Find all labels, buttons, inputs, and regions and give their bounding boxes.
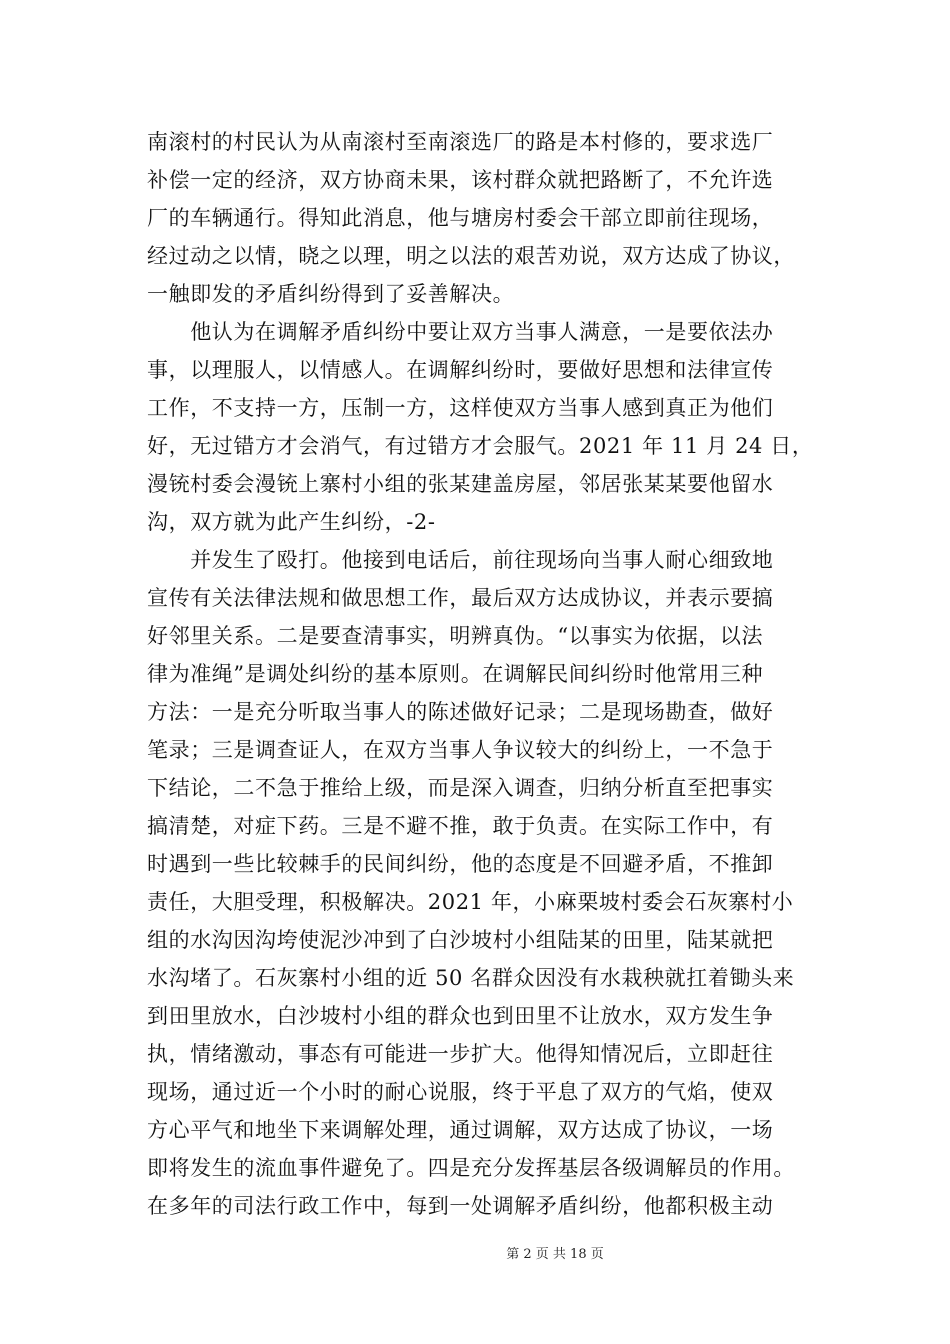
page-footer: 第 2 页 共 18 页: [506, 1247, 604, 1262]
text-line: 漫铳村委会漫铳上寨村小组的张某建盖房屋，邻居张某某要他留水: [147, 472, 774, 496]
text-line: 补偿一定的经济，双方协商未果，该村群众就把路断了，不允许选: [147, 168, 774, 192]
text-line: 好邻里关系。二是要查清事实，明辨真伪。“以事实为依据，以法: [147, 624, 764, 648]
text-line: 沟，双方就为此产生纠纷，-2-: [147, 510, 436, 534]
text-line: 现场，通过近一个小时的耐心说服，终于平息了双方的气焰，使双: [147, 1080, 774, 1104]
text-line: 工作，不支持一方，压制一方，这样使双方当事人感到真正为他们: [147, 396, 774, 420]
text-line: 他认为在调解矛盾纠纷中要让双方当事人满意，一是要依法办: [147, 320, 774, 344]
text-line: 并发生了殴打。他接到电话后，前往现场向当事人耐心细致地: [147, 548, 774, 572]
text-line: 笔录；三是调查证人，在双方当事人争议较大的纠纷上，一不急于: [147, 738, 774, 762]
text-line: 事，以理服人，以情感人。在调解纠纷时，要做好思想和法律宣传: [147, 358, 774, 382]
text-line: 责任，大胆受理，积极解决。2021 年，小麻栗坡村委会石灰寨村小: [147, 890, 794, 914]
text-line: 执，情绪激动，事态有可能进一步扩大。他得知情况后，立即赶往: [147, 1042, 774, 1066]
text-line: 南滚村的村民认为从南滚村至南滚选厂的路是本村修的，要求选厂: [147, 130, 774, 154]
text-line: 厂的车辆通行。得知此消息，他与塘房村委会干部立即前往现场，: [147, 206, 774, 230]
text-line: 下结论，二不急于推给上级，而是深入调查，归纳分析直至把事实: [147, 776, 774, 800]
text-line: 经过动之以情，晓之以理，明之以法的艰苦劝说，双方达成了协议，: [147, 244, 795, 268]
text-line: 一触即发的矛盾纠纷得到了妥善解决。: [147, 282, 515, 306]
text-line: 搞清楚，对症下药。三是不避不推，敢于负责。在实际工作中，有: [147, 814, 774, 838]
text-line: 到田里放水，白沙坡村小组的群众也到田里不让放水，双方发生争: [147, 1004, 774, 1028]
text-line: 水沟堵了。石灰寨村小组的近 50 名群众因没有水栽秧就扛着锄头来: [147, 966, 795, 990]
text-line: 即将发生的流血事件避免了。四是充分发挥基层各级调解员的作用。: [147, 1156, 795, 1180]
text-line: 好，无过错方才会消气，有过错方才会服气。2021 年 11 月 24 日，: [147, 434, 814, 458]
text-line: 方心平气和地坐下来调解处理，通过调解，双方达成了协议，一场: [147, 1118, 774, 1142]
text-line: 组的水沟因沟垮使泥沙冲到了白沙坡村小组陆某的田里，陆某就把: [147, 928, 774, 952]
text-line: 方法：一是充分听取当事人的陈述做好记录；二是现场勘查，做好: [147, 700, 774, 724]
text-line: 宣传有关法律法规和做思想工作，最后双方达成协议，并表示要搞: [147, 586, 774, 610]
text-line: 律为准绳”是调处纠纷的基本原则。在调解民间纠纷时他常用三种: [147, 662, 764, 686]
text-line: 在多年的司法行政工作中，每到一处调解矛盾纠纷，他都积极主动: [147, 1194, 774, 1218]
text-line: 时遇到一些比较棘手的民间纠纷，他的态度是不回避矛盾，不推卸: [147, 852, 774, 876]
